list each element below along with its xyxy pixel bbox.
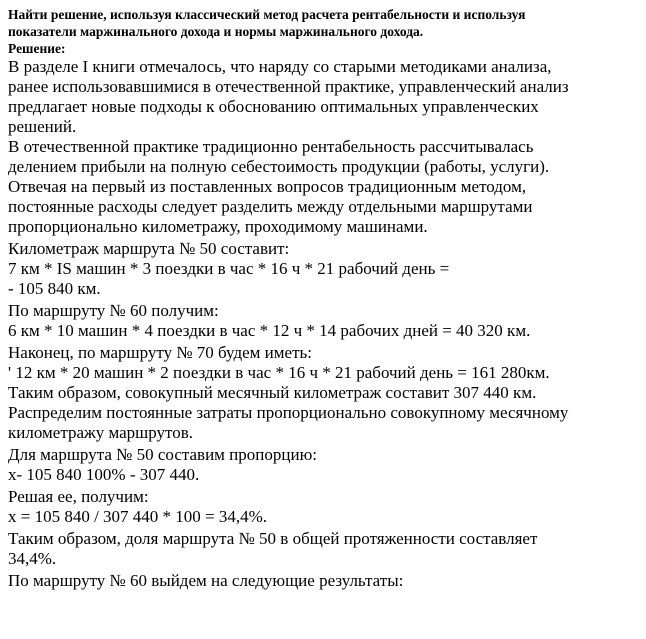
formula-line: - 105 840 км.: [8, 279, 101, 298]
formula-line: х- 105 840 100% - 307 440.: [8, 465, 200, 484]
paragraph-line: В разделе I книги отмечалось, что наряду со старыми методиками анализа,: [8, 57, 552, 76]
solution-heading: Решение:: [8, 41, 66, 56]
paragraph-line: 34,4%.: [8, 549, 57, 568]
paragraph-line: Для маршрута № 50 составим пропорцию:: [8, 445, 317, 464]
paragraph-line: пропорционально километражу, проходимому машинами.: [8, 217, 428, 236]
paragraph-line: решений.: [8, 117, 77, 136]
paragraph-line: По маршруту № 60 получим:: [8, 301, 219, 320]
formula-line: 6 км * 10 машин * 4 поездки в час * 12 ч * 14 рабочих дней = 40 320 км.: [8, 321, 531, 340]
paragraph-line: километражу маршрутов.: [8, 423, 194, 442]
paragraph-line: Километраж маршрута № 50 составит:: [8, 239, 290, 258]
paragraph-line: делением прибыли на полную себестоимость продукции (работы, услуги).: [8, 157, 550, 176]
task-line-2: показатели маржинального дохода и нормы маржинального дохода.: [8, 24, 424, 39]
task-line-1: Найти решение, используя классический метод расчета рентабельности и используя: [8, 7, 526, 22]
paragraph-line: Решая ее, получим:: [8, 487, 149, 506]
paragraph-line: ранее использовавшимися в отечественной практике, управленческий анализ: [8, 77, 569, 96]
formula-line: х = 105 840 / 307 440 * 100 = 34,4%.: [8, 507, 268, 526]
paragraph-line: предлагает новые подходы к обоснованию оптимальных управленческих: [8, 97, 539, 116]
paragraph-line: Таким образом, совокупный месячный километраж составит 307 440 км.: [8, 383, 537, 402]
paragraph-line: Распределим постоянные затраты пропорционально совокупному месячному: [8, 403, 569, 422]
paragraph-line: Таким образом, доля маршрута № 50 в общей протяженности составляет: [8, 529, 538, 548]
paragraph-line: По маршруту № 60 выйдем на следующие результаты:: [8, 571, 404, 590]
paragraph-line: В отечественной практике традиционно рентабельность рассчитывалась: [8, 137, 534, 156]
paragraph-line: Отвечая на первый из поставленных вопросов традиционным методом,: [8, 177, 527, 196]
formula-line: ' 12 км * 20 машин * 2 поездки в час * 16 ч * 21 рабочий день = 161 280км.: [8, 363, 550, 382]
paragraph-line: постоянные расходы следует разделить между отдельными маршрутами: [8, 197, 533, 216]
formula-line: 7 км * IS машин * 3 поездки в час * 16 ч * 21 рабочий день =: [8, 259, 450, 278]
paragraph-line: Наконец, по маршруту № 70 будем иметь:: [8, 343, 312, 362]
